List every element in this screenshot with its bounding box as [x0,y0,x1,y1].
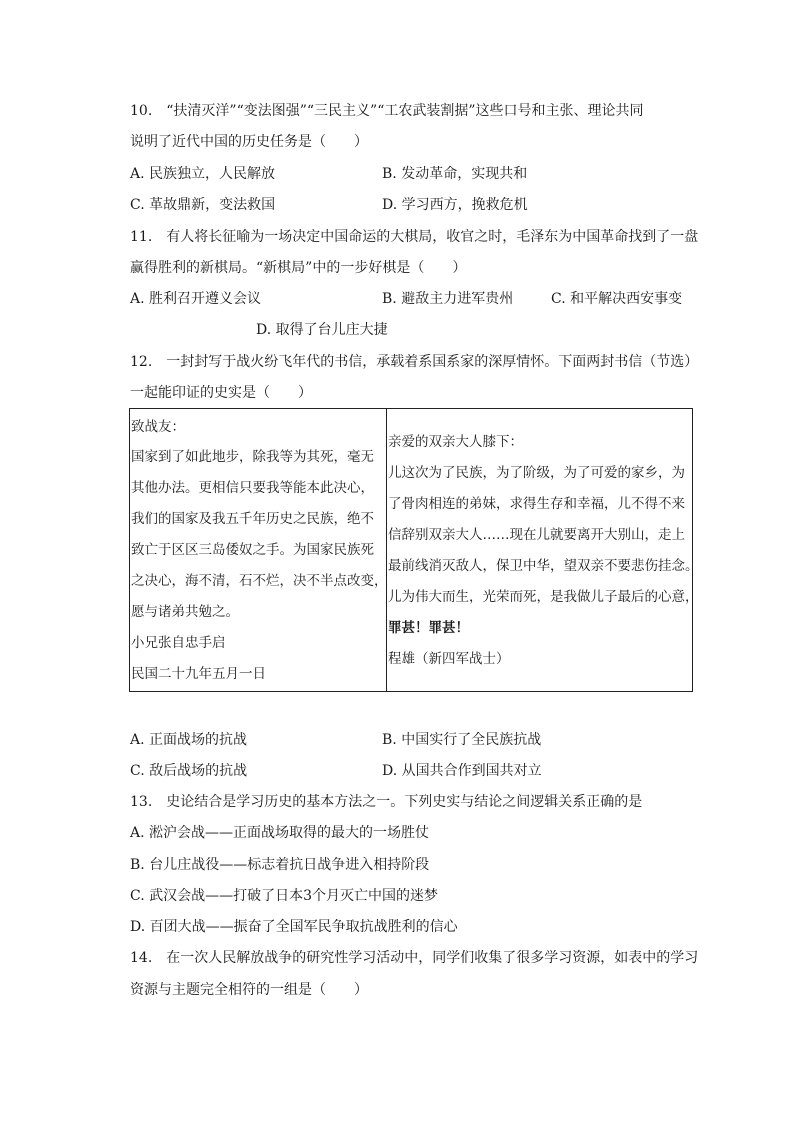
q12-option-d[interactable]: D. 从国共合作到国共对立 [382,763,542,779]
q14-stem-line2: 资源与主题完全相符的一组是（ ） [130,982,368,998]
q10-option-b[interactable]: B. 发动革命，实现共和 [382,166,528,182]
q12-option-b[interactable]: B. 中国实行了全民族抗战 [382,732,542,748]
q11-option-c[interactable]: C. 和平解决西安事变 [551,291,683,307]
q10-stem-line2: 说明了近代中国的历史任务是（ ） [130,134,368,150]
letter-left-line: 致亡于区区三岛倭奴之手。为国家民族死 [131,542,374,558]
q12-stem-line1: 12. 一封封写于战火纷飞年代的书信，承载着系国系家的深厚情怀。下面两封书信（节选） [130,354,699,370]
letter-right-line: 儿为伟大而生，光荣而死，是我做儿子最后的心意， [388,589,699,605]
q13-option-a[interactable]: A. 淞沪会战——正面战场取得的最大的一场胜仗 [130,825,430,841]
letter-right-cell [387,409,699,692]
q13-option-b[interactable]: B. 台儿庄战役——标志着抗日战争进入相持阶段 [130,857,430,873]
letter-right-line: 最前线消灭敌人，保卫中华，望双亲不要悲伤挂念。 [388,558,699,574]
letter-left-line: 我们的国家及我五千年历史之民族，绝不 [131,511,374,527]
letter-left-signature: 小兄张自忠手启 [131,635,226,651]
q12-option-a[interactable]: A. 正面战场的抗战 [130,732,248,748]
q13-option-c[interactable]: C. 武汉会战——打破了日本3个月灭亡中国的迷梦 [130,888,439,904]
letter-left-line: 国家到了如此地步，除我等为其死，毫无 [131,449,374,465]
q11-stem-line1: 11. 有人将长征喻为一场决定中国命运的大棋局，收官之时，毛泽东为中国革命找到了一盘 [130,229,699,245]
q11-option-a[interactable]: A. 胜利召开遵义会议 [130,291,262,307]
letter-right-line: 儿这次为了民族，为了阶级，为了可爱的家乡，为 [388,465,685,481]
letter-left-line: 之决心，海不清，石不烂，决不半点改变， [131,573,388,589]
q14-stem-line1: 14. 在一次人民解放战争的研究性学习活动中，同学们收集了很多学习资源，如表中的学习 [130,950,699,966]
letter-left-line: 愿与诸弟共勉之。 [131,604,239,620]
letter-right-line: 罪甚！罪甚！ [388,620,469,636]
letter-right-line: 亲爱的双亲大人膝下： [388,434,523,450]
letter-left-line: 其他办法。更相信只要我等能本此决心， [131,480,374,496]
q12-option-c[interactable]: C. 敌后战场的抗战 [130,763,248,779]
q10-option-c[interactable]: C. 革故鼎新，变法救国 [130,197,276,213]
q11-stem-line2: 赢得胜利的新棋局。“新棋局”中的一步好棋是（ ） [130,260,467,276]
letter-left-date: 民国二十九年五月一日 [131,666,266,682]
letter-right-line: 了骨肉相连的弟妹，求得生存和幸福，儿不得不来 [388,496,685,512]
q11-option-b[interactable]: B. 避敌主力进军贵州 [382,291,514,307]
letter-left-line: 致战友： [131,419,185,435]
q11-option-d[interactable]: D. 取得了台儿庄大捷 [256,322,388,338]
q10-stem-line1: 10. “扶清灭洋”“变法图强”“三民主义”“工农武装割据”这些口号和主张、理论共同 [130,103,644,119]
letter-right-line: 信辞别双亲大人……现在儿就要离开大别山，走上 [388,527,685,543]
letter-right-signature: 程雄（新四军战士） [388,651,510,667]
q13-option-d[interactable]: D. 百团大战——振奋了全国军民争取抗战胜利的信心 [130,919,458,935]
q10-option-d[interactable]: D. 学习西方，挽救危机 [382,197,528,213]
letter-left-cell [130,409,387,692]
letters-table [129,408,699,692]
q12-stem-line2: 一起能印证的史实是（ ） [130,385,312,401]
q10-option-a[interactable]: A. 民族独立，人民解放 [130,166,276,182]
q13-stem-line1: 13. 史论结合是学习历史的基本方法之一。下列史实与结论之间逻辑关系正确的是 [130,794,643,810]
